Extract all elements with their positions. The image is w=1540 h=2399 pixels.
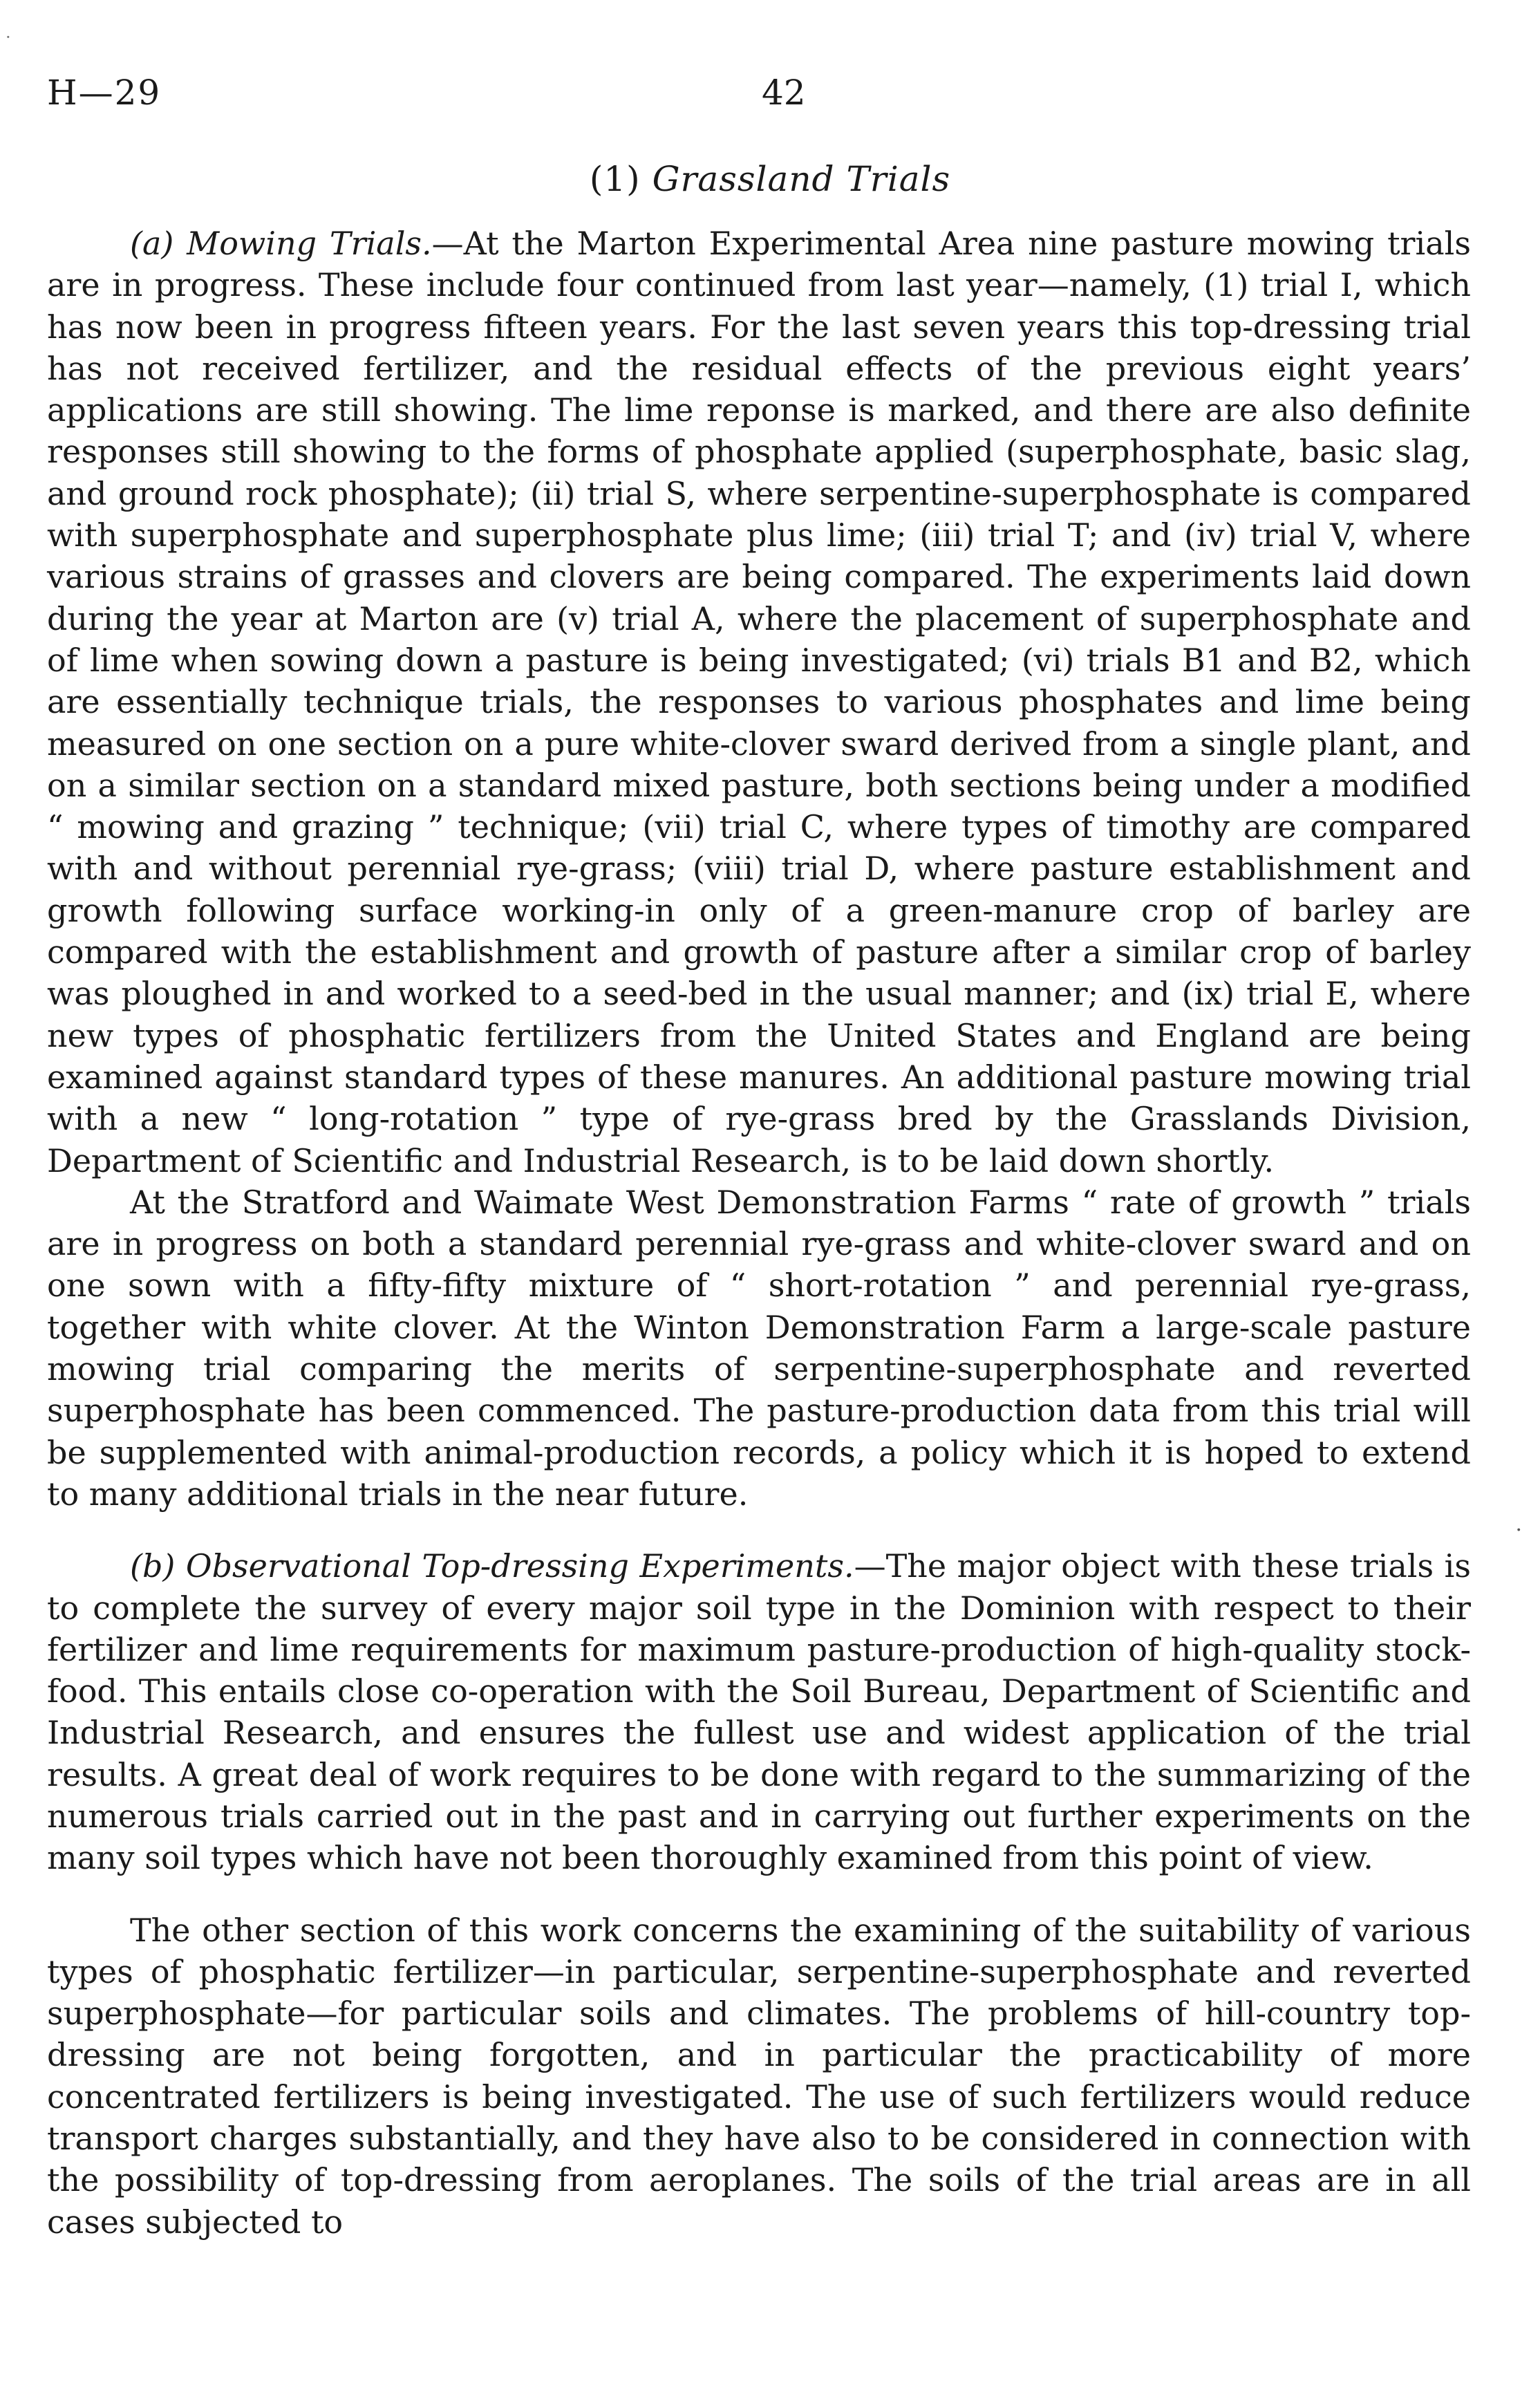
paragraph-phosphatic-fertilizer [47,1910,1471,2243]
page-header [47,73,1471,121]
scan-corner-mark: · [6,28,11,47]
paragraph-text: The other section of this work concerns the examining of the suitability of various types of phosphatic fertilizer—in particular, serpentine-superphosphate and reverted superphosphate—for particular soils and climates. The problems of hill-country top-dressing are not being forgotten, and in particular the practicability of more concentrated fertilizers is being investigated. The use of such fertilizers would reduce transport charges substantially, and they have also to be considered in connection with the possibility of top-dressing from aeroplanes. The soils of the trial areas are in all cases subjected to [47,1911,1471,2241]
section-number: (1) [589,159,641,199]
paragraph-observational-top-dressing [47,1545,1471,1878]
section-title: Grassland Trials [652,159,951,199]
report-code: H—29 [47,73,162,113]
body-text [47,223,1471,2243]
section-heading [0,159,1540,199]
paragraph-mowing-trials [47,223,1471,1182]
margin-mark: · [1515,1518,1522,1542]
paragraph-text: —The major object with these trials is to complete the survey of every major soil type in the Dominion with respect to their fertilizer and lime requirements for maximum pasture-production of high-quality stock-food. This entails close co-operation with the Soil Bureau, Department of Scientific and Industrial Research, and ensures the fullest use and widest application of the trial results. A great deal of work requires to be done with regard to the summarizing of the numerous trials carried out in the past and in carrying out further experiments on the many soil types which have not been thoroughly examined from this point of view. [47,1547,1471,1877]
paragraph-label: (a) Mowing Trials. [130,225,432,262]
paragraph-label: (b) Observational Top-dressing Experiments. [130,1547,854,1585]
paragraph-text: At the Stratford and Waimate West Demonstration Farms “ rate of growth ” trials are in progress on both a standard perennial rye-grass and white-clover sward and on one sown with a fifty-fifty mixture of “ short-rotation ” and perennial rye-grass, together with white clover. At the Winton Demonstration Farm a large-scale pasture mowing trial comparing the merits of serpentine-superphosphate and reverted superphosphate has been commenced. The pasture-production data from this trial will be supplemented with animal-production records, a policy which it is hoped to extend to many additional trials in the near future. [47,1183,1471,1513]
paragraph-demonstration-farms [47,1182,1471,1515]
paragraph-text: —At the Marton Experimental Area nine pasture mowing trials are in progress. These include four continued from last year—namely, (1) trial I, which has now been in progress fifteen years. For the last seven years this top-dressing trial has not received fertilizer, and the residual effects of the previous eight years’ applications are still showing. The lime reponse is marked, and there are also definite responses still showing to the forms of phosphate applied (superphosphate, basic slag, and ground rock phosphate); (ii) trial S, where serpentine-superphosphate is compared with superphosphate and superphosphate plus lime; (iii) trial T; and (iv) trial V, where various strains of grasses and clovers are being compared. The experiments laid down during the year at Marton are (v) trial A, where the placement of superphosphate and of lime when sowing down a pasture is being investigated; (vi) trials B1 and B2, which are essentially technique trials, the responses to various phosphates and lime being measured on one section on a pure white-clover sward derived from a single plant, and on a similar section on a standard mixed pasture, both sections being under a modified “ mowing and grazing ” technique; (vii) trial C, where types of timothy are compared with and without perennial rye-grass; (viii) trial D, where pasture establishment and growth following surface working-in only of a green-manure crop of barley are compared with the establishment and growth of pasture after a similar crop of barley was ploughed in and worked to a seed-bed in the usual manner; and (ix) trial E, where new types of phosphatic fertilizers from the United States and England are being examined against standard types of these manures. An additional pasture mowing trial with a new “ long-rotation ” type of rye-grass bred by the Grasslands Division, Department of Scientific and Industrial Research, is to be laid down shortly. [47,225,1472,1179]
page-number: 42 [762,73,806,113]
